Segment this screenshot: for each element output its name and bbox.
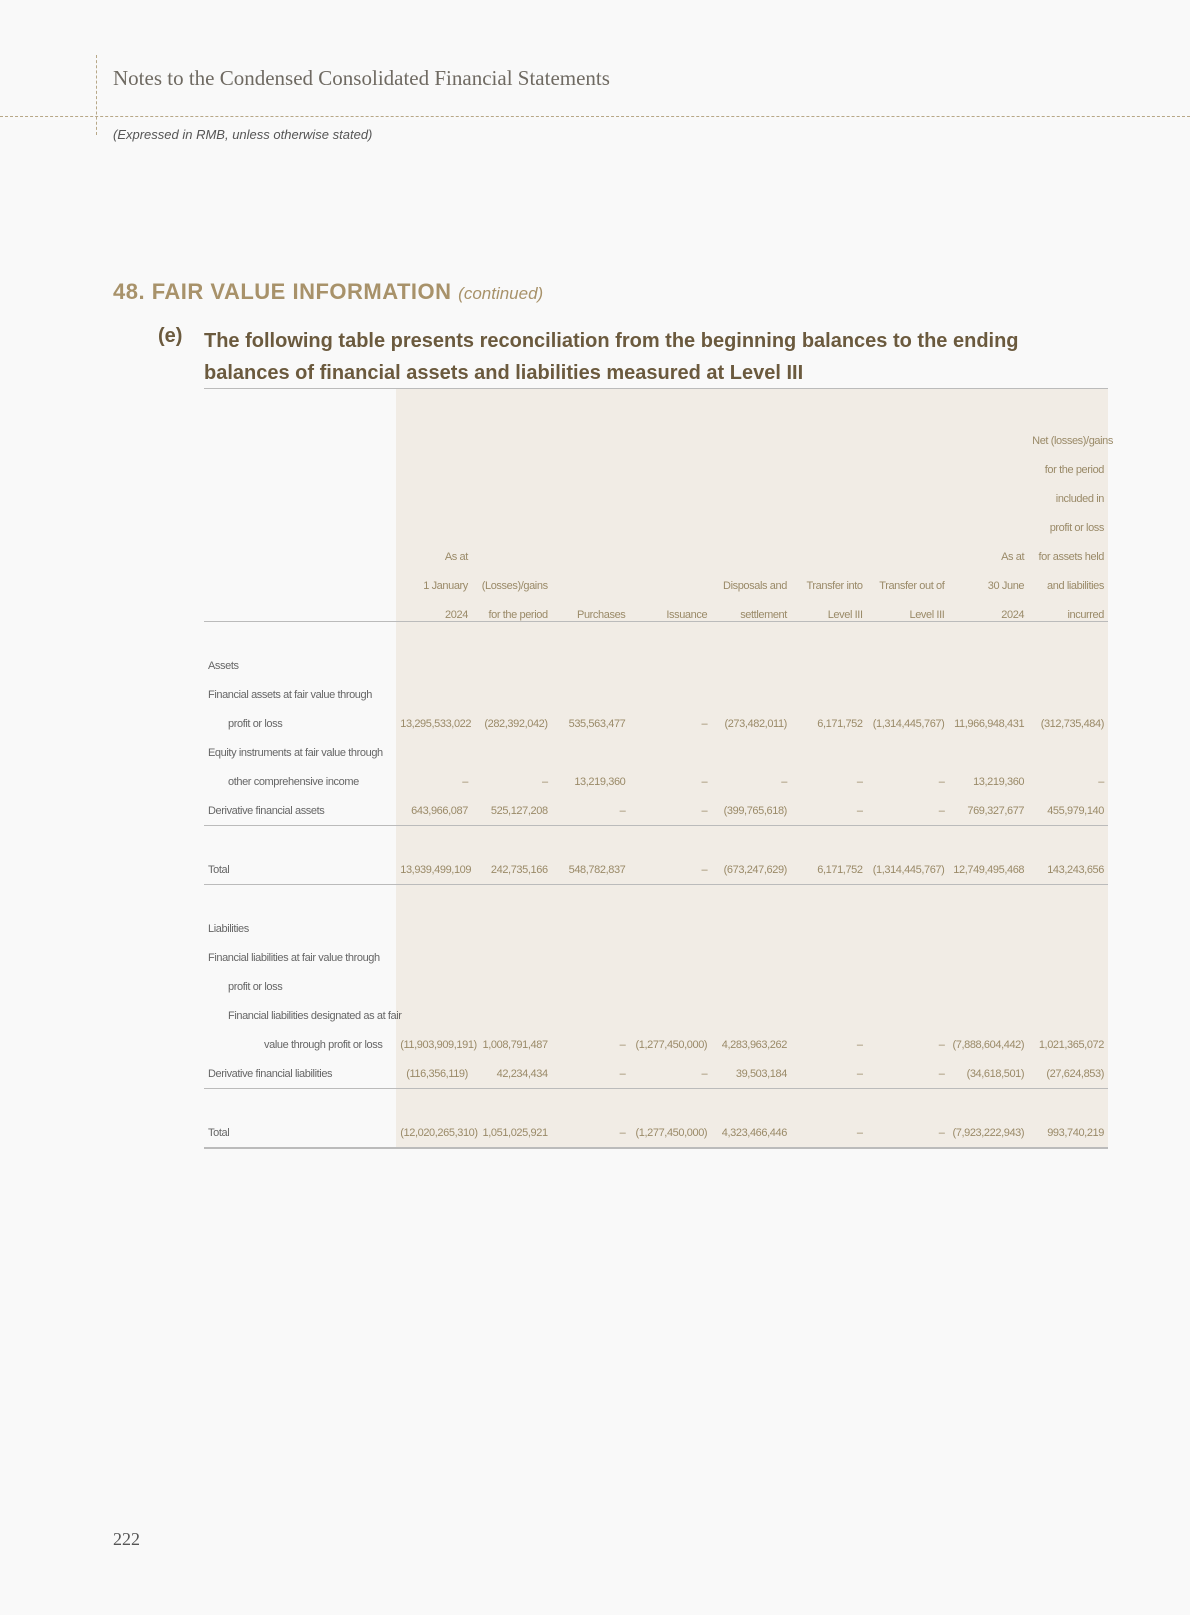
header-blank	[204, 418, 396, 447]
column-header	[552, 418, 630, 447]
cell-value	[472, 972, 552, 1001]
column-header: 2024	[396, 592, 472, 622]
cell-value	[791, 914, 867, 943]
cell-value: –	[629, 1059, 711, 1089]
row-label: Financial liabilities at fair value through	[208, 951, 380, 964]
row-label	[204, 826, 396, 856]
cell-value	[552, 972, 630, 1001]
header-row	[204, 534, 1108, 563]
column-header	[472, 476, 552, 505]
cell-value: (1,277,450,000)	[629, 1030, 711, 1059]
table-row	[204, 1118, 1108, 1148]
section-heading	[113, 279, 543, 305]
row-label: Derivative financial liabilities	[204, 1059, 396, 1089]
cell-value	[1028, 680, 1108, 709]
row-label	[204, 622, 396, 652]
cell-value: (273,482,011)	[711, 709, 791, 738]
column-header	[948, 389, 1028, 419]
cell-value	[711, 885, 791, 915]
cell-value: 12,749,495,468	[948, 855, 1028, 885]
column-header	[711, 418, 791, 447]
section-title: 48. FAIR VALUE INFORMATION	[113, 279, 452, 304]
cell-value	[1028, 651, 1108, 680]
cell-value: (1,277,450,000)	[629, 1118, 711, 1148]
row-label: profit or loss	[228, 980, 283, 993]
cell-value	[867, 1089, 949, 1119]
cell-value	[867, 914, 949, 943]
column-header	[791, 534, 867, 563]
cell-value	[791, 738, 867, 767]
column-header: 30 June	[948, 563, 1028, 592]
column-header	[396, 389, 472, 419]
cell-value	[711, 651, 791, 680]
table-row	[204, 826, 1108, 856]
table-row	[204, 972, 1108, 1001]
cell-value	[1028, 1089, 1108, 1119]
cell-value: 1,021,365,072	[1028, 1030, 1108, 1059]
cell-value: –	[867, 1059, 949, 1089]
cell-value	[867, 826, 949, 856]
cell-value	[791, 826, 867, 856]
cell-value: –	[867, 1030, 949, 1059]
column-header	[396, 505, 472, 534]
cell-value	[472, 651, 552, 680]
column-header: (Losses)/gains	[472, 563, 552, 592]
cell-value: 39,503,184	[711, 1059, 791, 1089]
cell-value: –	[711, 767, 791, 796]
row-label: other comprehensive income	[228, 775, 359, 788]
cell-value: –	[791, 767, 867, 796]
column-header: for assets held	[1028, 534, 1108, 563]
table-row	[204, 738, 1108, 767]
cell-value: (312,735,484)	[1028, 709, 1108, 738]
header-blank	[204, 389, 396, 419]
table-row	[204, 1001, 1108, 1030]
cell-value	[791, 651, 867, 680]
column-header	[1028, 389, 1108, 419]
cell-value	[948, 914, 1028, 943]
column-header	[552, 505, 630, 534]
table-row	[204, 1089, 1108, 1119]
cell-value	[791, 680, 867, 709]
row-label: value through profit or loss	[264, 1038, 383, 1051]
table-row	[204, 855, 1108, 885]
header-blank	[204, 505, 396, 534]
cell-value	[948, 972, 1028, 1001]
cell-value: (399,765,618)	[711, 796, 791, 826]
column-header	[711, 505, 791, 534]
header-row	[204, 418, 1108, 447]
cell-value	[1028, 738, 1108, 767]
table-row	[204, 622, 1108, 652]
cell-value	[1028, 943, 1108, 972]
cell-value	[472, 885, 552, 915]
table-row	[204, 709, 1108, 738]
cell-value: (1,314,445,767)	[867, 709, 949, 738]
cell-value	[552, 885, 630, 915]
column-header: Purchases	[552, 592, 630, 622]
row-label: Equity instruments at fair value through	[208, 746, 383, 759]
cell-value: –	[791, 1030, 867, 1059]
cell-value	[629, 885, 711, 915]
column-header	[552, 476, 630, 505]
cell-value	[552, 1001, 630, 1030]
level3-reconciliation-table	[204, 388, 1113, 1149]
column-header	[948, 418, 1028, 447]
row-label: Total	[204, 855, 396, 885]
cell-value: 535,563,477	[552, 709, 630, 738]
table-row	[204, 651, 1108, 680]
header-divider	[0, 116, 1190, 117]
cell-value: (12,020,265,310)	[396, 1118, 472, 1148]
cell-value: 6,171,752	[791, 709, 867, 738]
cell-value	[552, 1089, 630, 1119]
cell-value: –	[552, 1059, 630, 1089]
cell-value	[472, 1001, 552, 1030]
cell-value	[472, 914, 552, 943]
cell-value: –	[629, 767, 711, 796]
cell-value	[629, 651, 711, 680]
cell-value	[629, 914, 711, 943]
cell-value	[867, 943, 949, 972]
column-header	[396, 418, 472, 447]
cell-value	[396, 943, 472, 972]
cell-value: (1,314,445,767)	[867, 855, 949, 885]
cell-value	[396, 1089, 472, 1119]
row-label: Assets	[208, 659, 239, 672]
column-header	[791, 447, 867, 476]
cell-value	[552, 622, 630, 652]
cell-value	[629, 680, 711, 709]
cell-value	[1028, 826, 1108, 856]
cell-value	[711, 826, 791, 856]
row-label: Financial assets at fair value through	[208, 688, 372, 701]
cell-value	[867, 738, 949, 767]
column-header	[629, 505, 711, 534]
cell-value	[711, 680, 791, 709]
cell-value: –	[867, 1118, 949, 1148]
cell-value	[791, 622, 867, 652]
cell-value	[867, 885, 949, 915]
column-header	[472, 418, 552, 447]
cell-value	[711, 914, 791, 943]
currency-note: (Expressed in RMB, unless otherwise stated)	[113, 127, 373, 142]
column-header: Disposals and	[711, 563, 791, 592]
column-header	[948, 476, 1028, 505]
column-header	[711, 447, 791, 476]
cell-value: (7,888,604,442)	[948, 1030, 1028, 1059]
page-number: 222	[113, 1529, 140, 1549]
column-header: Net (losses)/gains	[1028, 418, 1108, 447]
column-header	[867, 447, 949, 476]
cell-value: (11,903,909,191)	[396, 1030, 472, 1059]
cell-value: 4,283,963,262	[711, 1030, 791, 1059]
cell-value: –	[791, 796, 867, 826]
header-row	[204, 447, 1108, 476]
cell-value	[629, 622, 711, 652]
cell-value	[629, 826, 711, 856]
cell-value	[711, 622, 791, 652]
column-header	[629, 447, 711, 476]
column-header: Level III	[791, 592, 867, 622]
column-header	[867, 476, 949, 505]
cell-value: 13,219,360	[552, 767, 630, 796]
cell-value	[711, 943, 791, 972]
cell-value: –	[552, 796, 630, 826]
cell-value	[552, 651, 630, 680]
cell-value: 525,127,208	[472, 796, 552, 826]
cell-value	[552, 943, 630, 972]
cell-value	[629, 972, 711, 1001]
cell-value: 4,323,466,446	[711, 1118, 791, 1148]
cell-value	[948, 885, 1028, 915]
column-header	[472, 447, 552, 476]
row-label: Total	[204, 1118, 396, 1148]
row-label	[204, 885, 396, 915]
column-header	[867, 505, 949, 534]
column-header	[711, 389, 791, 419]
header-blank	[204, 534, 396, 563]
cell-value	[867, 651, 949, 680]
column-header	[791, 476, 867, 505]
column-header: for the period	[1028, 447, 1108, 476]
cell-value	[711, 1001, 791, 1030]
cell-value	[629, 1089, 711, 1119]
column-header	[867, 418, 949, 447]
cell-value: –	[1028, 767, 1108, 796]
cell-value	[1028, 885, 1108, 915]
cell-value: –	[629, 709, 711, 738]
cell-value: (27,624,853)	[1028, 1059, 1108, 1089]
cell-value	[711, 738, 791, 767]
column-header	[711, 534, 791, 563]
cell-value: (673,247,629)	[711, 855, 791, 885]
cell-value: –	[629, 796, 711, 826]
cell-value	[629, 1001, 711, 1030]
cell-value	[1028, 1001, 1108, 1030]
cell-value	[948, 1089, 1028, 1119]
column-header	[552, 447, 630, 476]
cell-value	[948, 680, 1028, 709]
cell-value: 6,171,752	[791, 855, 867, 885]
column-header	[552, 389, 630, 419]
cell-value	[472, 1089, 552, 1119]
column-header	[552, 534, 630, 563]
cell-value: (34,618,501)	[948, 1059, 1028, 1089]
cell-value	[552, 738, 630, 767]
cell-value: (116,356,119)	[396, 1059, 472, 1089]
cell-value	[791, 1089, 867, 1119]
cell-value: 548,782,837	[552, 855, 630, 885]
header-row	[204, 389, 1108, 419]
cell-value: –	[867, 796, 949, 826]
cell-value	[396, 826, 472, 856]
cell-value	[396, 1001, 472, 1030]
column-header	[472, 505, 552, 534]
cell-value	[948, 738, 1028, 767]
cell-value	[396, 972, 472, 1001]
cell-value: –	[791, 1059, 867, 1089]
column-header	[629, 563, 711, 592]
column-header: 2024	[948, 592, 1028, 622]
row-label: Financial liabilities designated as at fair	[228, 1009, 402, 1022]
cell-value	[396, 651, 472, 680]
cell-value	[396, 738, 472, 767]
table-row	[204, 680, 1108, 709]
column-header	[791, 389, 867, 419]
cell-value: –	[867, 767, 949, 796]
cell-value: 13,295,533,022	[396, 709, 472, 738]
cell-value: 643,966,087	[396, 796, 472, 826]
cell-value	[948, 651, 1028, 680]
header-blank	[204, 447, 396, 476]
header-blank	[204, 476, 396, 505]
row-label: Derivative financial assets	[204, 796, 396, 826]
section-continued: (continued)	[458, 284, 544, 303]
cell-value	[472, 622, 552, 652]
cell-value: 455,979,140	[1028, 796, 1108, 826]
cell-value	[472, 680, 552, 709]
cell-value: 13,939,499,109	[396, 855, 472, 885]
column-header: and liabilities	[1028, 563, 1108, 592]
column-header: 1 January	[396, 563, 472, 592]
column-header	[396, 447, 472, 476]
column-header: settlement	[711, 592, 791, 622]
cell-value: (282,392,042)	[472, 709, 552, 738]
cell-value	[867, 622, 949, 652]
cell-value: 13,219,360	[948, 767, 1028, 796]
table-row	[204, 796, 1108, 826]
column-header	[396, 476, 472, 505]
column-header: incurred	[1028, 592, 1108, 622]
cell-value	[552, 680, 630, 709]
column-header	[629, 418, 711, 447]
cell-value: 143,243,656	[1028, 855, 1108, 885]
cell-value: 42,234,434	[472, 1059, 552, 1089]
column-header	[867, 389, 949, 419]
header-row	[204, 505, 1108, 534]
column-header	[629, 389, 711, 419]
header-blank	[204, 592, 396, 622]
cell-value	[1028, 972, 1108, 1001]
header-divider-vertical	[96, 55, 97, 135]
cell-value: 993,740,219	[1028, 1118, 1108, 1148]
cell-value	[948, 826, 1028, 856]
cell-value	[791, 1001, 867, 1030]
cell-value	[948, 622, 1028, 652]
column-header	[948, 447, 1028, 476]
cell-value: 242,735,166	[472, 855, 552, 885]
column-header: Transfer out of	[867, 563, 949, 592]
row-label: Liabilities	[208, 922, 249, 935]
cell-value: 1,008,791,487	[472, 1030, 552, 1059]
cell-value: –	[472, 767, 552, 796]
cell-value	[472, 943, 552, 972]
column-header: As at	[396, 534, 472, 563]
cell-value: 769,327,677	[948, 796, 1028, 826]
column-header: As at	[948, 534, 1028, 563]
column-header	[552, 563, 630, 592]
cell-value	[552, 914, 630, 943]
cell-value	[948, 1001, 1028, 1030]
table-row	[204, 767, 1108, 796]
cell-value	[791, 885, 867, 915]
subsection-label: (e)	[158, 325, 183, 347]
column-header	[472, 534, 552, 563]
cell-value: –	[552, 1118, 630, 1148]
cell-value	[948, 943, 1028, 972]
row-label	[204, 1089, 396, 1119]
column-header: included in	[1028, 476, 1108, 505]
running-title: Notes to the Condensed Consolidated Financial Statements	[113, 66, 610, 90]
cell-value	[791, 972, 867, 1001]
table-row	[204, 943, 1108, 972]
table-row	[204, 914, 1108, 943]
cell-value	[1028, 622, 1108, 652]
column-header: Level III	[867, 592, 949, 622]
cell-value	[1028, 914, 1108, 943]
column-header: Issuance	[629, 592, 711, 622]
column-header	[948, 505, 1028, 534]
column-header: Transfer into	[791, 563, 867, 592]
cell-value: 1,051,025,921	[472, 1118, 552, 1148]
cell-value	[552, 826, 630, 856]
column-header	[791, 418, 867, 447]
cell-value	[472, 738, 552, 767]
column-header	[629, 534, 711, 563]
subsection-title: The following table presents reconciliation from the beginning balances to the ending balances of financial assets and liabilities measured at Level III	[204, 330, 1019, 384]
cell-value: 11,966,948,431	[948, 709, 1028, 738]
cell-value	[629, 738, 711, 767]
header-blank	[204, 563, 396, 592]
cell-value: –	[791, 1118, 867, 1148]
cell-value	[867, 972, 949, 1001]
cell-value	[711, 1089, 791, 1119]
header-row	[204, 592, 1108, 622]
cell-value: (7,923,222,943)	[948, 1118, 1028, 1148]
cell-value	[396, 622, 472, 652]
table-row	[204, 1059, 1108, 1089]
cell-value	[867, 680, 949, 709]
cell-value	[396, 885, 472, 915]
header-row	[204, 476, 1108, 505]
column-header	[867, 534, 949, 563]
column-header	[711, 476, 791, 505]
cell-value: –	[552, 1030, 630, 1059]
column-header: for the period	[472, 592, 552, 622]
cell-value	[867, 1001, 949, 1030]
table-row	[204, 885, 1108, 915]
cell-value	[629, 943, 711, 972]
column-header	[791, 505, 867, 534]
cell-value	[396, 680, 472, 709]
cell-value	[791, 943, 867, 972]
table-row	[204, 1030, 1108, 1059]
column-header	[629, 476, 711, 505]
column-header	[472, 389, 552, 419]
cell-value	[396, 914, 472, 943]
header-row	[204, 563, 1108, 592]
cell-value: –	[629, 855, 711, 885]
cell-value: –	[396, 767, 472, 796]
cell-value	[472, 826, 552, 856]
column-header: profit or loss	[1028, 505, 1108, 534]
cell-value	[711, 972, 791, 1001]
row-label: profit or loss	[228, 717, 283, 730]
